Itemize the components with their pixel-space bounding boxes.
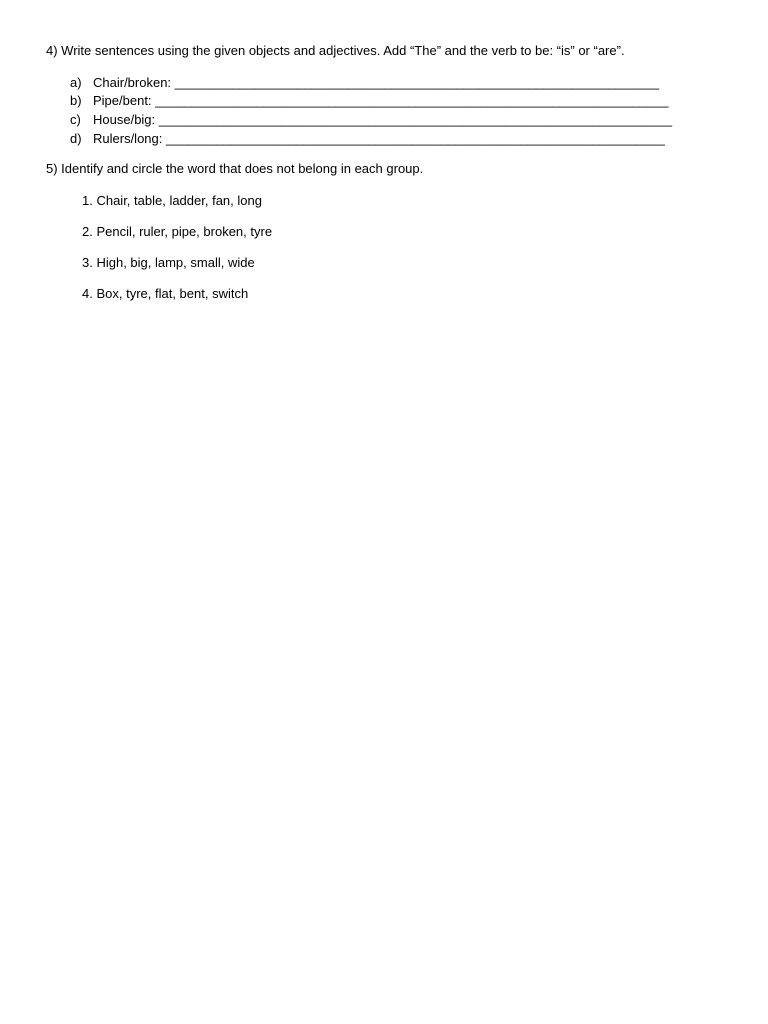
item-prompt-line: Chair/broken: ___________________________________________________________________ [93,75,660,90]
word-group-4: 4. Box, tyre, flat, bent, switch [82,286,249,301]
word-group-1: 1. Chair, table, ladder, fan, long [82,193,262,208]
item-letter: d) [70,131,82,146]
item-letter: b) [70,93,82,108]
item-letter: a) [70,75,82,90]
item-prompt-line: Rulers/long: _____________________________________________________________________ [93,131,665,146]
item-letter: c) [70,112,81,127]
word-group-3: 3. High, big, lamp, small, wide [82,255,255,270]
item-prompt-line: Pipe/bent: _______________________________________________________________________ [93,93,669,108]
question-4-title: 4) Write sentences using the given objects and adjectives. Add “The” and the verb to be: “is” or “are”. [46,43,625,58]
word-group-2: 2. Pencil, ruler, pipe, broken, tyre [82,224,273,239]
item-prompt-line: House/big: _______________________________________________________________________ [93,112,673,127]
question-5-title: 5) Identify and circle the word that does not belong in each group. [46,161,424,176]
